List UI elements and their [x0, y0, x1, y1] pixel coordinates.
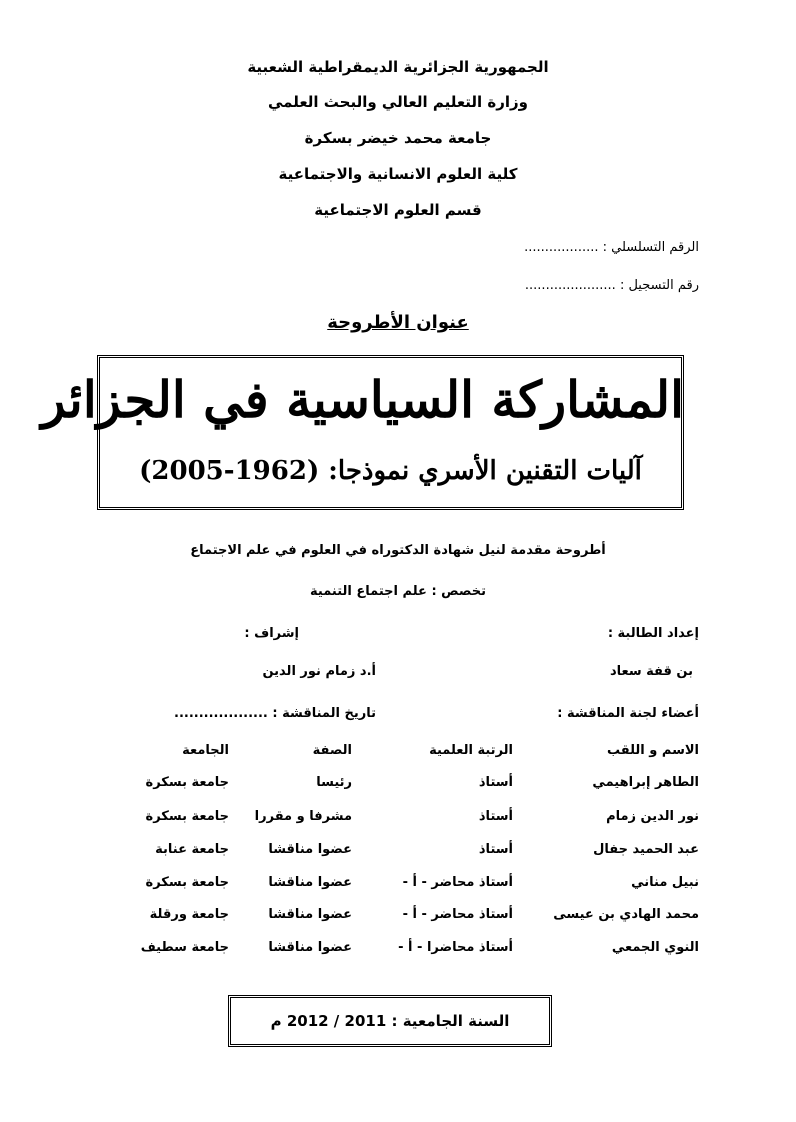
committee-label: أعضاء لجنة المناقشة :	[557, 706, 699, 721]
member-rank: أستاذ محاضر - أ -	[402, 875, 513, 890]
degree-statement: أطروحة مقدمة لنيل شهادة الدكتوراه في العلوم في علم الاجتماع	[190, 543, 606, 558]
header-university: جامعة محمد خيضر بسكرة	[304, 129, 492, 147]
member-rank: أستاذ محاضر - أ -	[402, 907, 513, 922]
header-republic: الجمهورية الجزائرية الديمقراطية الشعبية	[247, 58, 549, 76]
member-name: نور الدين زمام	[606, 809, 699, 824]
header-ministry: وزارة التعليم العالي والبحث العلمي	[267, 93, 529, 111]
member-role: عضوا مناقشا	[268, 940, 352, 955]
member-role: عضوا مناقشا	[268, 842, 352, 857]
defense-date: تاريخ المناقشة : ...................	[174, 706, 376, 721]
registration-number: رقم التسجيل : ......................	[524, 278, 699, 293]
member-rank: أستاذ	[478, 809, 513, 824]
member-role: مشرفا و مقررا	[254, 809, 352, 824]
member-rank: أستاذ محاضرا - أ -	[398, 940, 513, 955]
thesis-subtitle: آليات التقنين الأسري نموذجا: (1962-2005)	[139, 456, 642, 486]
member-role: عضوا مناقشا	[268, 907, 352, 922]
academic-year: السنة الجامعية : 2011 / 2012 م	[270, 1012, 510, 1030]
member-university: جامعة عنابة	[155, 842, 229, 857]
member-name: الطاهر إبراهيمي	[592, 775, 699, 790]
member-university: جامعة بسكرة	[145, 775, 229, 790]
serial-number: الرقم التسلسلي : ..................	[524, 240, 699, 255]
member-rank: أستاذ	[478, 842, 513, 857]
student-name: بن قفة سعاد	[609, 664, 693, 679]
header-department: قسم العلوم الاجتماعية	[314, 201, 482, 219]
member-role: رئيسا	[316, 775, 352, 790]
specialty: تخصص : علم اجتماع التنمية	[310, 584, 486, 599]
column-header-name: الاسم و اللقب	[606, 743, 699, 758]
member-name: النوي الجمعي	[611, 940, 699, 955]
member-university: جامعة بسكرة	[145, 875, 229, 890]
column-header-rank: الرتبة العلمية	[429, 743, 513, 758]
thesis-title-label: عنوان الأطروحة	[327, 312, 469, 333]
member-university: جامعة ورقلة	[149, 907, 229, 922]
member-role: عضوا مناقشا	[268, 875, 352, 890]
thesis-title: المشاركة السياسية في الجزائر	[41, 370, 684, 429]
supervisor-label: إشراف :	[244, 626, 299, 641]
member-university: جامعة بسكرة	[145, 809, 229, 824]
member-name: عبد الحميد جفال	[593, 842, 699, 857]
member-name: نبيل مناني	[631, 875, 699, 890]
student-label: إعداد الطالبة :	[607, 626, 699, 641]
header-faculty: كلية العلوم الانسانية والاجتماعية	[278, 165, 518, 183]
member-name: محمد الهادي بن عيسى	[553, 907, 699, 922]
supervisor-name: أ.د زمام نور الدين	[262, 664, 376, 679]
member-university: جامعة سطيف	[140, 940, 229, 955]
column-header-role: الصفة	[312, 743, 352, 758]
column-header-university: الجامعة	[182, 743, 229, 758]
member-rank: أستاذ	[478, 775, 513, 790]
